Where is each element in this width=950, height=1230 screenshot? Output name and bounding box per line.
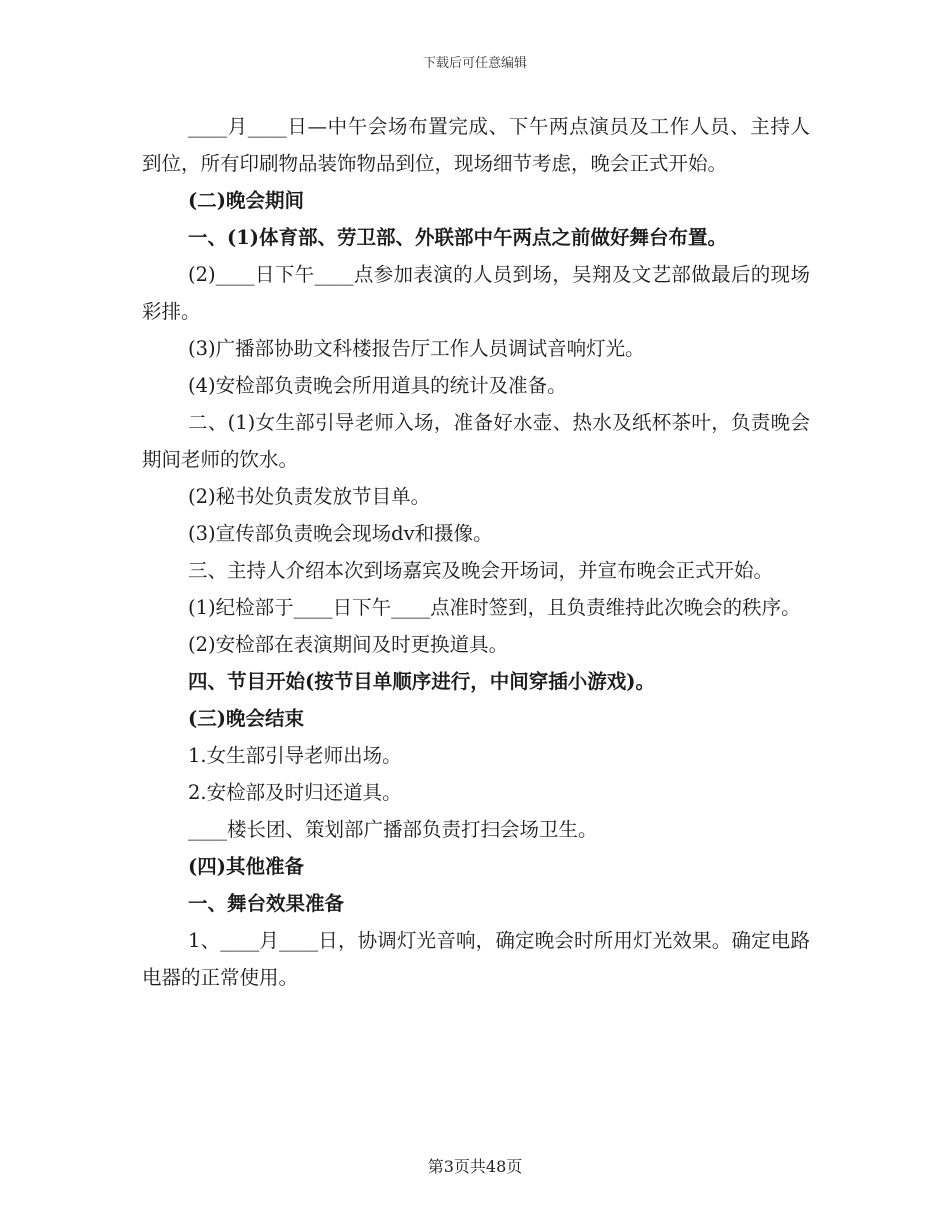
page-header: 下载后可任意编辑 [422, 56, 527, 71]
paragraph: (1)纪检部于____日下午____点准时签到，且负责维持此次晚会的秩序。 [188, 596, 801, 619]
paragraph: ____月____日—中午会场布置完成、下午两点演员及工作人员、主持人到位，所有印刷物品装饰物品到位，现场细节考虑，晚会正式开始。 [142, 115, 810, 175]
paragraph: (3)广播部协助文科楼报告厅工作人员调试音响灯光。 [188, 337, 645, 360]
section-heading: (三)晚会结束 [188, 707, 304, 730]
paragraph: 二、(1)女生部引导老师入场，准备好水壶、热水及纸杯茶叶，负责晚会期间老师的饮水。 [142, 411, 810, 471]
paragraph: (3)宣传部负责晚会现场dv和摄像。 [188, 522, 493, 545]
paragraph: (4)安检部负责晚会所用道具的统计及准备。 [188, 374, 567, 397]
paragraph: 1、____月____日，协调灯光音响，确定晚会时所用灯光效果。确定电路电器的正常使用。 [142, 929, 810, 989]
paragraph: (2)秘书处负责发放节目单。 [188, 485, 431, 508]
paragraph: 四、节目开始(按节目单顺序进行，中间穿插小游戏)。 [188, 670, 655, 693]
section-heading: (四)其他准备 [188, 855, 304, 878]
section-heading: (二)晚会期间 [188, 189, 304, 212]
paragraph: 1.女生部引导老师出场。 [188, 744, 402, 767]
paragraph: (2)____日下午____点参加表演的人员到场，吴翔及文艺部做最后的现场彩排。 [142, 263, 810, 323]
paragraph: (2)安检部在表演期间及时更换道具。 [188, 633, 509, 656]
paragraph: 三、主持人介绍本次到场嘉宾及晚会开场词，并宣布晚会正式开始。 [188, 559, 774, 582]
paragraph: 一、(1)体育部、劳卫部、外联部中午两点之前做好舞台布置。 [188, 226, 728, 249]
section-heading: 一、舞台效果准备 [188, 892, 345, 915]
page-footer: 第3页共48页 [427, 1157, 523, 1176]
paragraph: 2.安检部及时归还道具。 [188, 781, 402, 804]
paragraph: ____楼长团、策划部广播部负责打扫会场卫生。 [188, 818, 598, 841]
document-body [142, 108, 810, 996]
